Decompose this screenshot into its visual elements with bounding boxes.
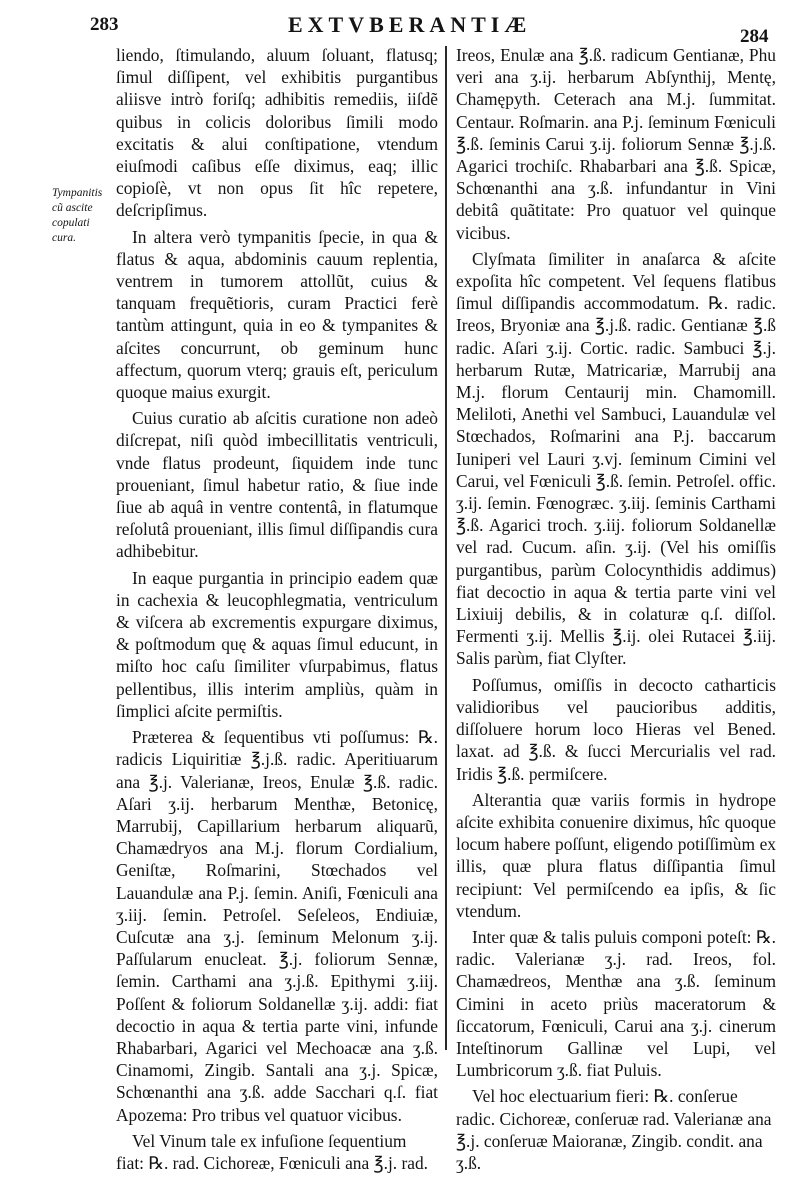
margin-note: Tympanitis cũ ascite copulati cura. <box>52 187 103 244</box>
page-number-left: 283 <box>90 14 119 35</box>
right-paragraph-1: Ireos, Enulæ ana ℥.ß. radicum Gentianæ, Phu veri ana ʒ.ij. herbarum Abſynthij, Mentę, Chamępyth. Ceterach ana M.j. ſummitat. Centaur. Roſmarin. ana P.j. ſeminum Fœniculi ℥.ß. ſeminis Carui ʒ.ij. foliorum Sennæ ℥.j.ß. Agarici trochiſc. Rhabarbari ana ℥.ß. Spicæ, Schœnanthi ana ʒ.ß. infundantur in Vini debitâ quãtitate: Pro quatuor vel quinque vicibus. <box>456 45 776 243</box>
left-paragraph-1: liendo, ſtimulando, aluum ſoluant, flatusq; ſimul diſſipent, vel exhibitis purgantibus aliisve intrò foriſq; adhibitis remediis, iiſdẽ quibus in colicis doloribus ſimili modo excitatis & alui conſtipatione, vtendum eiuſmodi caſibus eſſe diximus, eaq; illic copioſè, vt non opus ſit hîc repetere, deſcripſimus. <box>116 45 438 221</box>
right-paragraph-2: Clyſmata ſimiliter in anaſarca & aſcite expoſita hîc competent. Vel ſequens flatibus ſimul diſſipandis accommodatum. ℞. radic. Ireos, Bryoniæ ana ℥.j.ß. radic. Gentianæ ℥.ß radic. Aſari ʒ.ij. Cortic. radic. Sambuci ℥.j. herbarum Rutæ, Matricariæ, Marrubij ana M.j. florum Centaurij min. Chamomill. Meliloti, Anethi vel Sambuci, Lauandulæ vel Stœchados, Roſmarini ana P.j. baccarum Iuniperi vel Lauri ʒ.vj. ſeminum Cimini vel Carui, vel Fœniculi ℥.ß. ſemin. Petroſel. offic. ʒ.ij. ſemin. Fœnogræc. ʒ.iij. ſeminis Carthami ℥.ß. Agarici troch. ʒ.iij. foliorum Soldanellæ vel rad. Cucum. aſin. ʒ.ij. (Vel his omiſſis purgantibus, parùm Colocynthidis addimus) fiat decoctio in aqua & tertia parte vini vel Lixiuij debilis, & in colaturæ q.ſ. diſſol. Fermenti ʒ.ij. Mellis ℥.ij. olei Rutacei ℥.iij. Salis parùm, fiat Clyſter. <box>456 248 776 669</box>
column-divider <box>445 46 447 1050</box>
page-header <box>0 4 800 47</box>
left-paragraph-3: Cuius curatio ab aſcitis curatione non adeò diſcrepat, niſi quòd imbecillitatis ventriculi, vnde flatus prodeunt, ſiquidem inde tunc proueniant, ſimul habetur ratio, & ſiue inde ſiue ab aquâ in ventre contentâ, in flatumque reſolutâ proueniant, illis ſimul diſſipandis cura adhibebitur. <box>116 408 438 562</box>
right-paragraph-3: Poſſumus, omiſſis in decocto catharticis validioribus vel paucioribus additis, diſſoluere horum loco Hieras vel Bened. laxat. ad ℥.ß. & ſucci Mercurialis vel rad. Iridis ℥.ß. permiſcere. <box>456 674 776 784</box>
left-column <box>116 44 438 1178</box>
right-paragraph-5: Inter quæ & talis puluis componi poteſt: ℞. radic. Valerianæ ʒ.j. rad. Ireos, fol. Chamædreos, Menthæ ana ʒ.ß. ſeminum Cimini in aceto priùs maceratorum & ſiccatorum, Fœniculi, Carui ana ʒ.j. cinerum Inteſtinorum Gallinæ vel Lupi, vel Lumbricorum ʒ.ß. fiat Puluis. <box>456 926 776 1081</box>
running-title: EXTVBERANTIÆ <box>288 12 532 37</box>
left-paragraph-4: In eaque purgantia in principio eadem quæ in cachexia & leucophlegmatia, ventriculum & viſcera ab excrementis expurgare diximus, & poſtmodum quę & aquas ſimul educunt, in miſto hoc caſu ſimiliter vſurpabimus, flatus pellentibus, illis interim ampliùs, quàm in ſimplici aſcite permiſtis. <box>116 567 438 721</box>
right-paragraph-6: Vel hoc electuarium fieri: ℞. conſerue radic. Cichoreæ, conſeruæ rad. Valerianæ ana ℥.j. conſeruæ Maioranæ, Zingib. condit. ana ʒ.ß. <box>456 1086 772 1173</box>
page-number-right: 284 <box>740 26 769 47</box>
left-paragraph-5: Præterea & ſequentibus vti poſſumus: ℞. radicis Liquiritiæ ℥.j.ß. radic. Aperitiuarum ana ℥.j. Valerianæ, Ireos, Enulæ ℥.ß. radic. Aſari ʒ.ij. herbarum Menthæ, Betonicę, Marrubij, Capillarium herbarum aliquarũ, Chamædryos ana M.j. florum Cordialium, Geniſtæ, Roſmarini, Stœchados vel Lauandulæ ana P.j. ſemin. Aniſi, Fœniculi ana ʒ.iij. ſemin. Petroſel. Seſeleos, Endiuiæ, Cuſcutæ ana ʒ.j. ſeminum Melonum ʒ.ij. Paſſularum enucleat. ℥.j. foliorum Sennæ, ſemin. Carthami ana ʒ.j.ß. Epithymi ʒ.iij. Poſſent & foliorum Soldanellæ ʒ.ij. addi: fiat decoctio in aqua & tertia parte vini, infunde Rhabarbari, Agarici vel Mechoacæ ana ʒ.ß. Cinamomi, Zingib. Santali ana ʒ.j. Spicæ, Schœnanthi ana ʒ.ß. adde Sacchari q.ſ. fiat Apozema: Pro tribus vel quatuor vicibus. <box>116 727 438 1125</box>
left-paragraph-6: Vel Vinum tale ex infuſione ſequentium fiat: ℞. rad. Cichoreæ, Fœniculi ana ℥.j. rad. <box>116 1130 429 1173</box>
right-column <box>456 44 776 1178</box>
right-paragraph-4: Alterantia quæ variis formis in hydrope aſcite exhibita conuenire diximus, hîc quoque locum habere poſſunt, eligendo potiſſimùm ex illis, quæ plura flatus diſſipantia ſimul recipiunt: Vel permiſcendo ea ipſis, & ſic vtendum. <box>456 789 776 921</box>
left-paragraph-2: In altera verò tympanitis ſpecie, in qua & flatus & aqua, abdominis cauum replentia, ventrem in tumorem attollũt, cuius & tanquam frequẽtioris, curam Practici ferè tantùm attingunt, quia in eo & tympanites & aſcites concurrunt, ob geminum hunc affectum, quorum vterq; grauis eſt, periculum quoque maius exurgit. <box>116 226 438 403</box>
